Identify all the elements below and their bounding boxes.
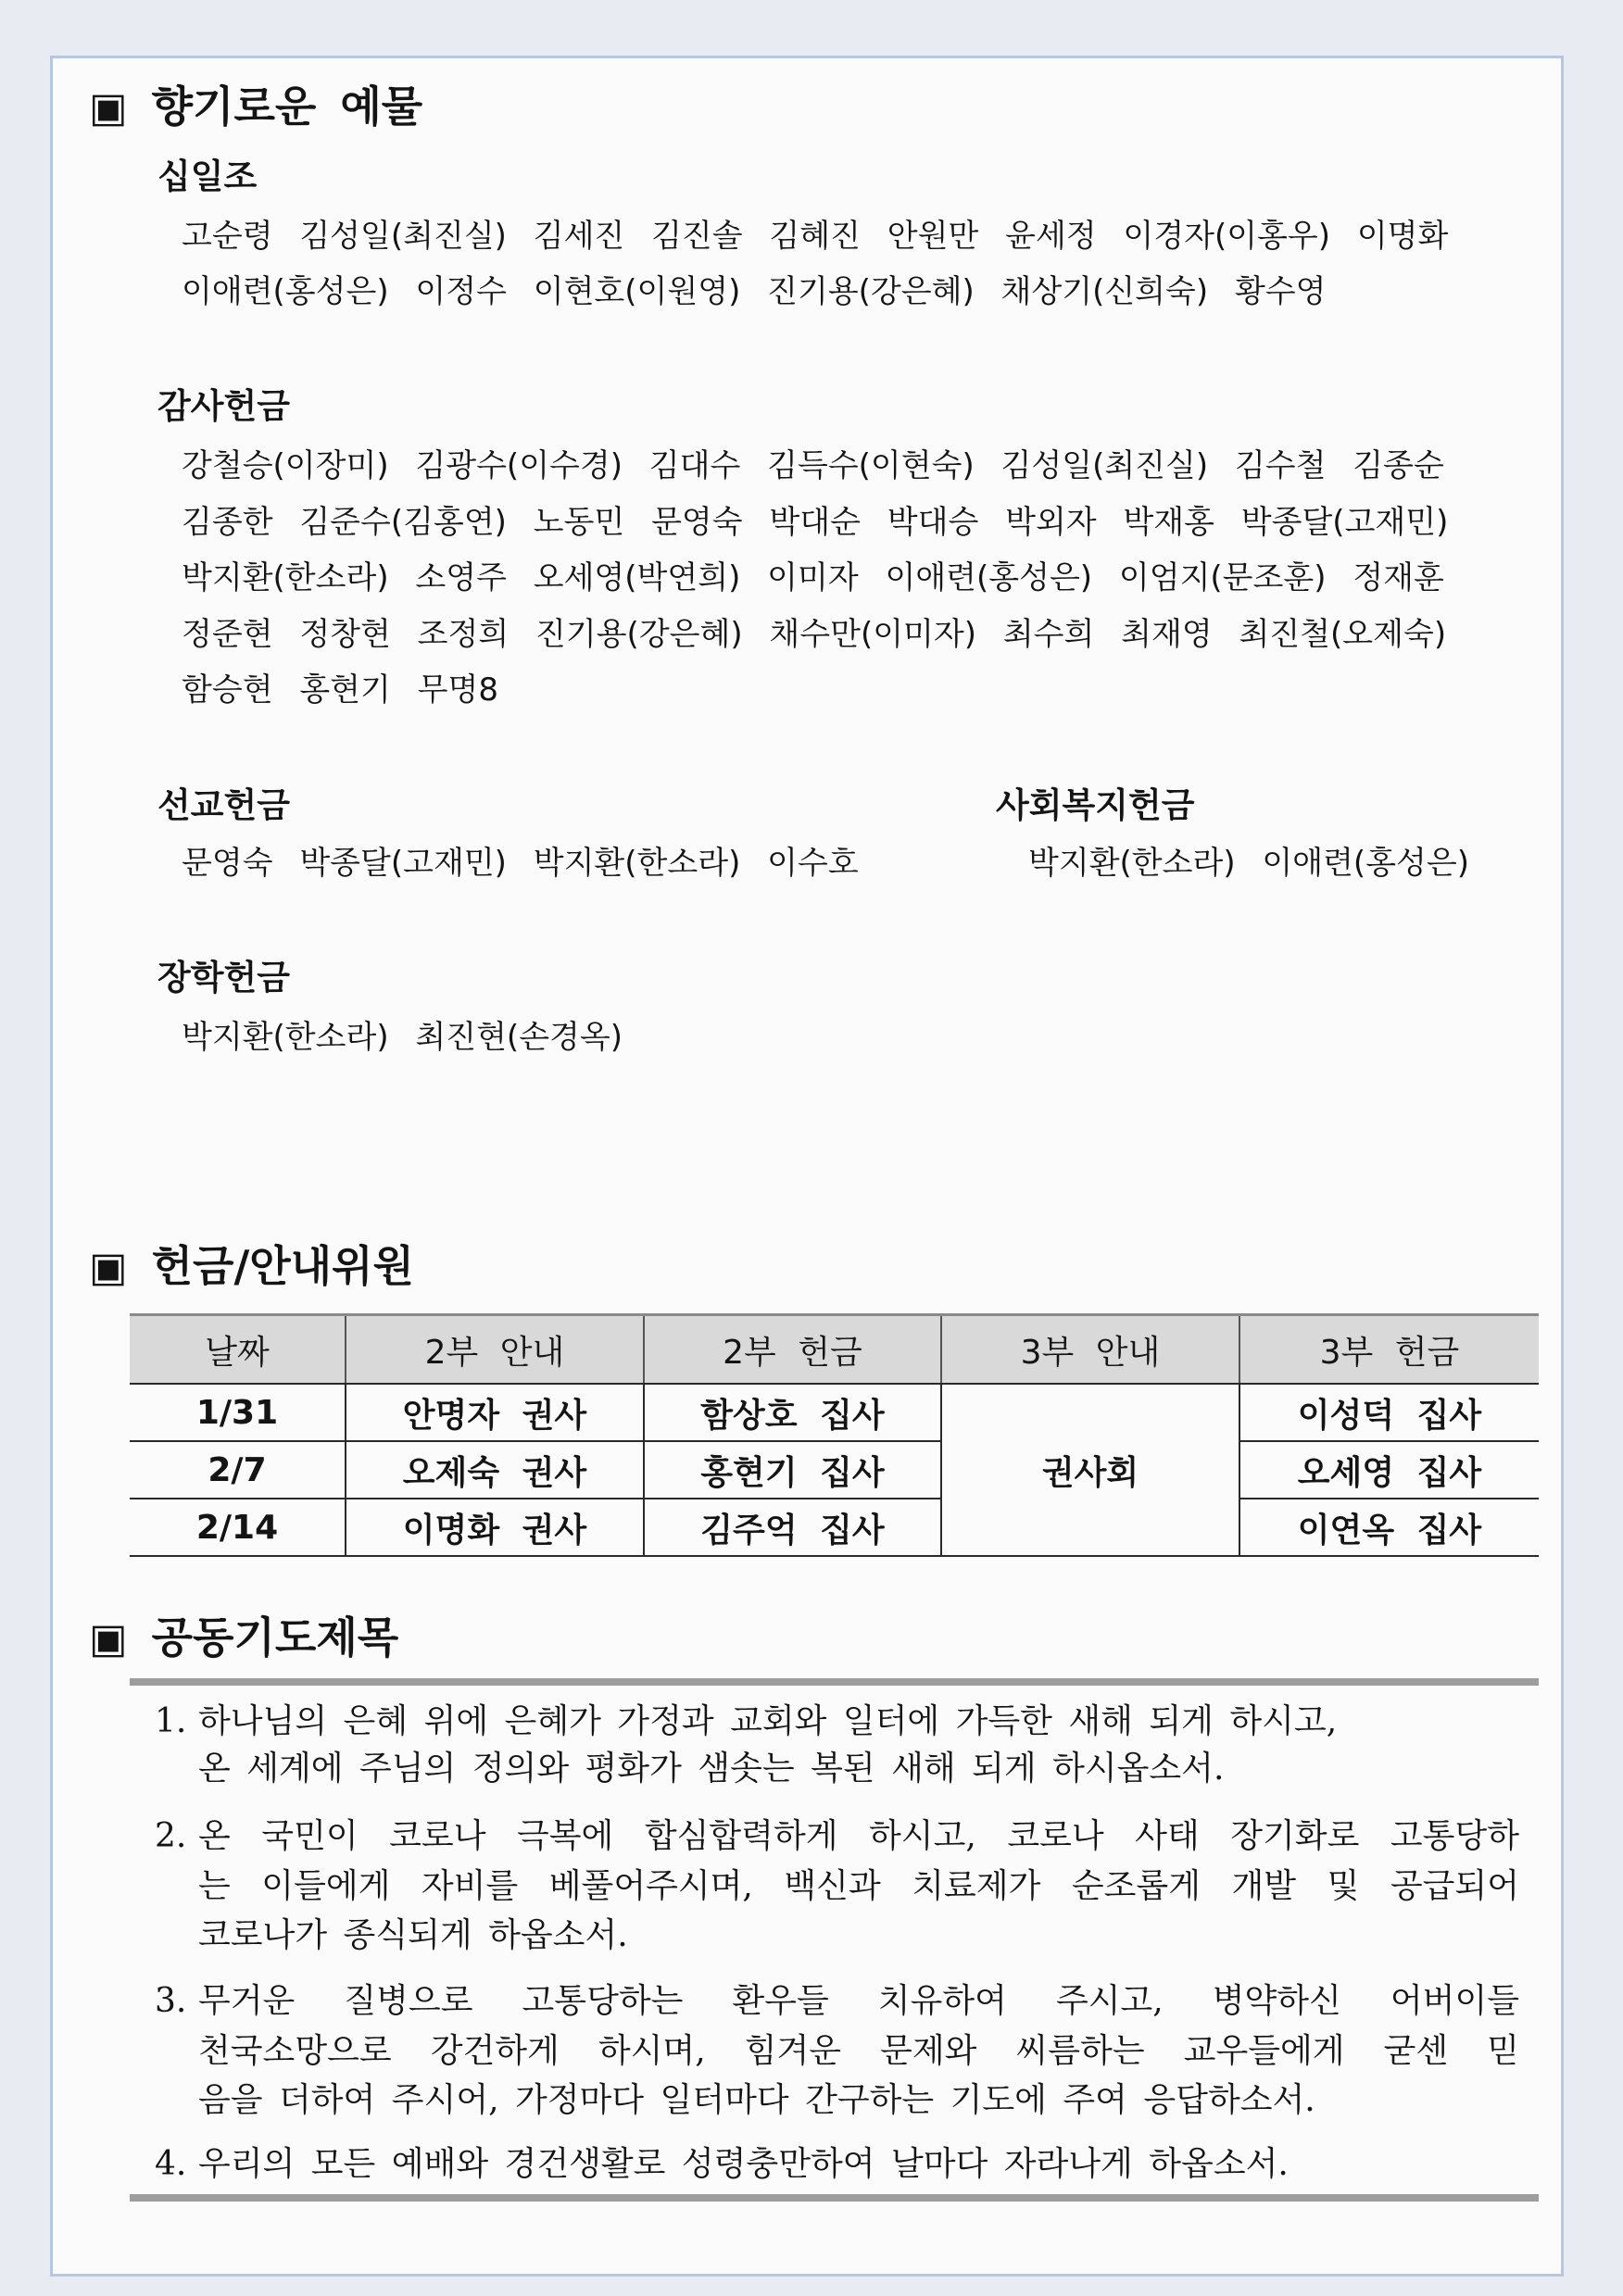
header-guide-3: 3부 안내 <box>941 1315 1239 1385</box>
prayer-line: 코로나가 종식되게 하옵소서. <box>198 1916 628 1954</box>
thanksgiving-names <box>182 438 1448 719</box>
cell-guide-2: 오제숙 권사 <box>346 1441 644 1499</box>
scholarship-names <box>182 1010 623 1065</box>
prayer-heading <box>89 1612 399 1662</box>
ushers-title: 헌금/안내위원 <box>151 1241 414 1291</box>
prayer-title: 공동기도제목 <box>151 1612 399 1662</box>
cell-offering-3: 이성덕 집사 <box>1239 1384 1539 1441</box>
square-bullet-icon: ▣ <box>89 1615 128 1662</box>
prayer-number: 4. <box>155 2145 187 2183</box>
prayer-line: 우리의 모든 예배와 경건생활로 성령충만하여 날마다 자라나게 하옵소서. <box>198 2145 1289 2183</box>
prayer-number: 2. <box>155 1817 187 1855</box>
square-bullet-icon: ▣ <box>89 1244 128 1291</box>
thanksgiving-title: 감사헌금 <box>157 386 290 426</box>
header-offering-3: 3부 헌금 <box>1239 1315 1539 1385</box>
names-line: 박지환(한소라) 소영주 오세영(박연희) 이미자 이애련(홍성은) 이엄지(문조훈) 정재훈 <box>182 559 1444 596</box>
cell-guide-2: 이명화 권사 <box>346 1499 644 1556</box>
names-line: 박지환(한소라) 이애련(홍성은) <box>1028 845 1469 882</box>
tithe-title: 십일조 <box>157 157 258 196</box>
prayer-bottom-rule <box>130 2194 1539 2202</box>
prayer-line: 온 세계에 주님의 정의와 평화가 샘솟는 복된 새해 되게 하시옵소서. <box>198 1750 1225 1788</box>
prayer-line: 하나님의 은혜 위에 은혜가 가정과 교회와 일터에 가득한 새해 되게 하시고, <box>198 1702 1338 1740</box>
cell-date: 2/14 <box>130 1499 346 1556</box>
cell-guide-3-merged: 권사회 <box>941 1384 1239 1556</box>
names-line: 김종한 김준수(김홍연) 노동민 문영숙 박대순 박대승 박외자 박재홍 박종달(고재민) <box>182 503 1449 541</box>
offerings-title: 향기로운 예물 <box>151 82 423 132</box>
cell-offering-2: 함상호 집사 <box>644 1384 941 1441</box>
welfare-names <box>1028 835 1469 891</box>
welfare-title: 사회복지헌금 <box>996 785 1195 825</box>
prayer-line: 천국소망으로 강건하게 하시며, 힘겨운 문제와 씨름하는 교우들에게 굳센 믿 <box>198 2032 1519 2070</box>
prayer-number: 1. <box>155 1702 187 1740</box>
cell-offering-2: 김주억 집사 <box>644 1499 941 1556</box>
ushers-heading <box>89 1241 414 1291</box>
prayer-line: 는 이들에게 자비를 베풀어주시며, 백신과 치료제가 순조롭게 개발 및 공급되어 <box>198 1867 1519 1905</box>
header-date: 날짜 <box>130 1315 346 1385</box>
names-line: 문영숙 박종달(고재민) 박지환(한소라) 이수호 <box>182 845 859 882</box>
cell-date: 2/7 <box>130 1441 346 1499</box>
names-line: 이애련(홍성은) 이정수 이현호(이원영) 진기용(강은혜) 채상기(신희숙) 황수영 <box>182 273 1327 310</box>
table-row <box>130 1441 1539 1499</box>
cell-offering-2: 홍현기 집사 <box>644 1441 941 1499</box>
prayer-top-rule <box>130 1678 1539 1686</box>
cell-date: 1/31 <box>130 1384 346 1441</box>
header-offering-2: 2부 헌금 <box>644 1315 941 1385</box>
mission-title: 선교헌금 <box>157 785 290 825</box>
square-bullet-icon: ▣ <box>89 84 128 132</box>
header-guide-2: 2부 안내 <box>346 1315 644 1385</box>
table-row <box>130 1499 1539 1556</box>
cell-guide-2: 안명자 권사 <box>346 1384 644 1441</box>
names-line: 고순령 김성일(최진실) 김세진 김진솔 김혜진 안원만 윤세정 이경자(이홍우) 이명화 <box>182 218 1449 255</box>
prayer-number: 3. <box>155 1982 187 2020</box>
mission-names <box>182 835 859 891</box>
tithe-names <box>182 208 1448 320</box>
cell-offering-3: 오세영 집사 <box>1239 1441 1539 1499</box>
names-line: 박지환(한소라) 최진현(손경옥) <box>182 1019 623 1056</box>
names-line: 함승현 홍현기 무명8 <box>182 671 498 709</box>
scholarship-title: 장학헌금 <box>157 958 290 997</box>
prayer-line: 온 국민이 코로나 극복에 합심합력하게 하시고, 코로나 사태 장기화로 고통당하 <box>198 1817 1519 1855</box>
prayer-line: 무거운 질병으로 고통당하는 환우들 치유하여 주시고, 병약하신 어버이들 <box>198 1982 1519 2020</box>
names-line: 정준현 정창현 조정희 진기용(강은혜) 채수만(이미자) 최수희 최재영 최진철(오제숙) <box>182 615 1447 653</box>
cell-offering-3: 이연옥 집사 <box>1239 1499 1539 1556</box>
offerings-heading <box>89 82 423 132</box>
usher-schedule-table <box>130 1313 1539 1557</box>
names-line: 강철승(이장미) 김광수(이수경) 김대수 김득수(이현숙) 김성일(최진실) 김수철 김종순 <box>182 447 1444 484</box>
table-header-row <box>130 1315 1539 1385</box>
table-row <box>130 1384 1539 1441</box>
prayer-line: 음을 더하여 주시어, 가정마다 일터마다 간구하는 기도에 주여 응답하소서. <box>198 2081 1315 2119</box>
